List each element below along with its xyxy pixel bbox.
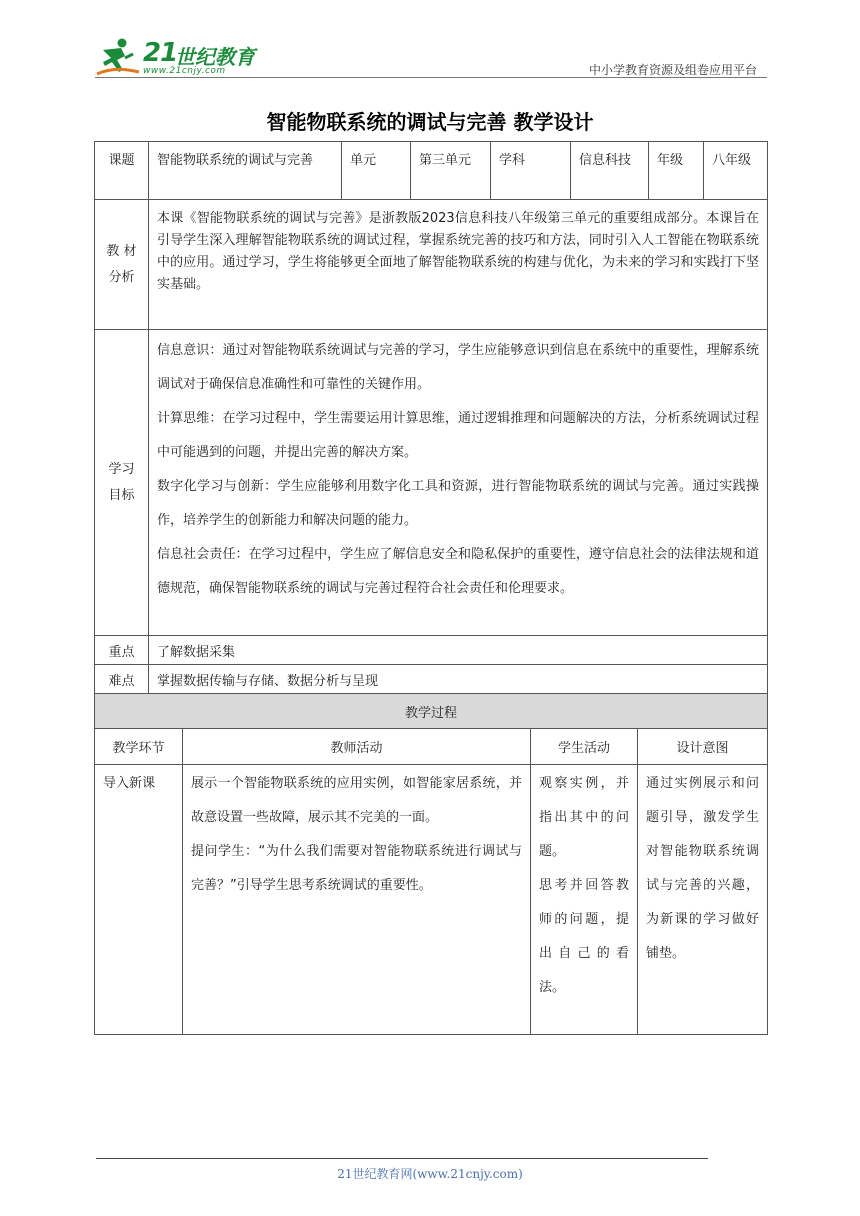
student-activity-item: 思考并回答教师的问题，提出自己的看法。 [539,878,629,995]
key-point-label: 重点 [95,636,149,665]
unit-label: 单元 [342,142,411,200]
runner-icon [95,36,141,80]
objective-item: 计算思维：在学习过程中，学生需要运用计算思维，通过逻辑推理和问题解决的方法，分析系统调试过程中可能遇到的问题，并提出完善的解决方案。 [157,411,759,460]
student-activity-cell [531,765,638,1035]
objective-item: 信息意识：通过对智能物联系统调试与完善的学习，学生应能够意识到信息在系统中的重要性，理解系统调试对于确保信息准确性和可靠性的关键作用。 [157,343,759,392]
footer-divider [96,1158,708,1159]
logo-number: 21 [143,38,178,68]
process-heading: 教学过程 [95,694,768,729]
subject-value: 信息科技 [571,142,649,200]
logo-text: 世纪教育 [175,45,255,69]
objective-item: 信息社会责任：在学习过程中，学生应了解信息安全和隐私保护的重要性，遵守信息社会的法律法规和道德规范，确保智能物联系统的调试与完善过程符合社会责任和伦理要求。 [157,547,759,596]
column-header-stage: 教学环节 [95,729,183,765]
objective-item: 数字化学习与创新：学生应能够利用数字化工具和资源，进行智能物联系统的调试与完善。通过实践操作，培养学生的创新能力和解决问题的能力。 [157,479,759,528]
stage-cell: 导入新课 [95,765,183,1035]
objectives-label-2: 目标 [108,487,135,503]
subject-label: 学科 [491,142,571,200]
teacher-activity-item: 展示一个智能物联系统的应用实例，如智能家居系统，并故意设置一些故障，展示其不完美的一面。 [191,776,522,825]
difficult-point-label: 难点 [95,665,149,694]
key-point-value: 了解数据采集 [149,636,768,665]
course-value: 智能物联系统的调试与完善 [149,142,342,200]
header-divider [95,77,767,78]
logo-url: www.21cnjy.com [143,66,226,76]
analysis-label [95,200,149,330]
objectives-list [149,330,768,636]
objectives-label [95,330,149,636]
column-header-teacher: 教师活动 [183,729,531,765]
site-logo[interactable] [95,36,265,80]
student-activity-item: 观察实例，并指出其中的问题。 [539,776,629,859]
footer-link[interactable]: 21世纪教育网(www.21cnjy.com) [337,1167,523,1181]
page-header [95,36,767,80]
platform-name: 中小学教育资源及组卷应用平台 [588,63,757,77]
page-title: 智能物联系统的调试与完善 教学设计 [266,110,594,134]
analysis-label-2: 分析 [108,269,135,285]
teacher-activity-item: 提问学生：“为什么我们需要对智能物联系统进行调试与完善？”引导学生思考系统调试的重要性。 [191,844,522,893]
grade-label: 年级 [649,142,704,200]
design-intent-cell: 通过实例展示和问题引导，激发学生对智能物联系统调试与完善的兴趣，为新课的学习做好铺垫。 [638,765,768,1035]
difficult-point-value: 掌握数据传输与存储、数据分析与呈现 [149,665,768,694]
unit-value: 第三单元 [411,142,491,200]
column-header-student: 学生活动 [531,729,638,765]
teacher-activity-cell [183,765,531,1035]
course-label: 课题 [95,142,149,200]
column-header-intent: 设计意图 [638,729,768,765]
grade-value: 八年级 [704,142,768,200]
info-table [94,141,768,694]
analysis-text: 本课《智能物联系统的调试与完善》是浙教版2023信息科技八年级第三单元的重要组成部分。本课旨在引导学生深入理解智能物联系统的调试过程，掌握系统完善的技巧和方法，同时引入人工智能在物联系统中的应用。通过学习，学生将能够更全面地了解智能物联系统的构建与优化，为未来的学习和实践打下坚实基础。 [149,200,768,330]
objectives-label-1: 学习 [108,461,135,477]
analysis-label-1: 教 材 [106,243,137,259]
table-row [95,765,768,1035]
process-table [94,693,768,1035]
